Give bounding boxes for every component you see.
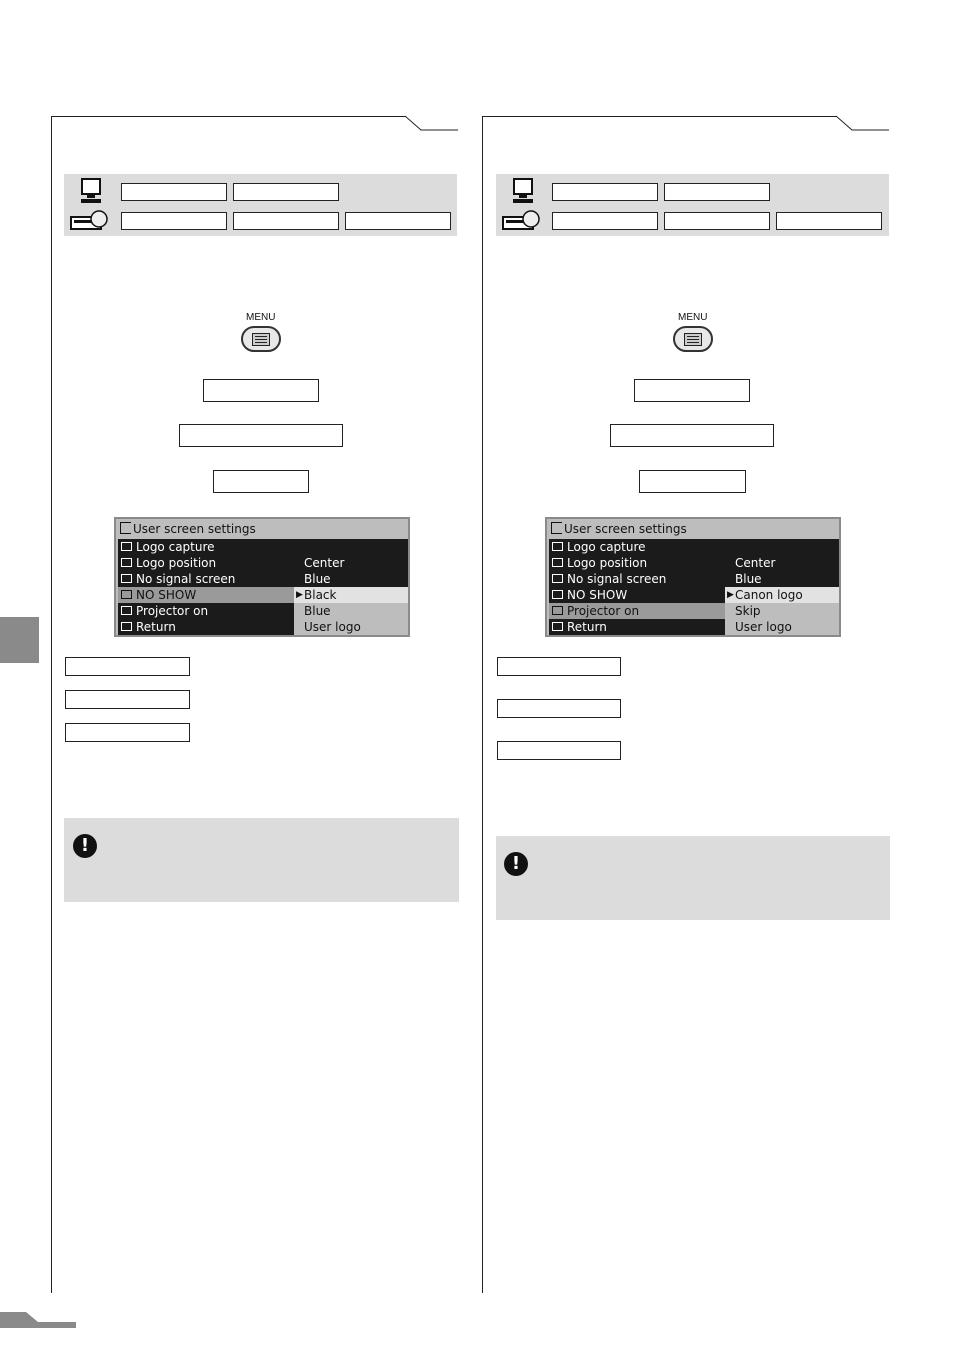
video-input-box-1 bbox=[552, 212, 658, 230]
right-option-box-2 bbox=[497, 699, 621, 718]
computer-monitor-icon bbox=[78, 178, 104, 204]
osd-row bbox=[549, 539, 839, 555]
no-signal-icon bbox=[121, 574, 132, 583]
osd-row bbox=[118, 539, 408, 555]
left-step-box-1 bbox=[203, 379, 319, 402]
right-source-panel bbox=[496, 174, 889, 236]
right-header-notch bbox=[836, 115, 890, 132]
right-step-box-3 bbox=[639, 470, 746, 493]
left-option-box-3 bbox=[65, 723, 190, 742]
settings-icon bbox=[551, 522, 562, 534]
settings-icon bbox=[120, 522, 131, 534]
no-signal-icon bbox=[552, 574, 563, 583]
osd-row-label: Return bbox=[549, 619, 725, 635]
osd-row-value: Center bbox=[725, 555, 839, 571]
left-step-box-2 bbox=[179, 424, 343, 447]
menu-button-label: MENU bbox=[246, 312, 276, 323]
osd-row-value: User logo bbox=[294, 619, 408, 635]
left-column-rule bbox=[51, 116, 52, 1293]
left-caution-panel bbox=[64, 818, 459, 902]
video-input-box-2 bbox=[233, 212, 339, 230]
right-step-box-2 bbox=[610, 424, 774, 447]
osd-row-label: Logo capture bbox=[549, 539, 839, 555]
return-icon bbox=[552, 622, 563, 631]
menu-button-icon bbox=[673, 326, 713, 352]
left-header-rule bbox=[51, 116, 406, 117]
right-caution-panel bbox=[496, 836, 890, 920]
video-input-box-1 bbox=[121, 212, 227, 230]
page-number-tab bbox=[0, 1308, 76, 1328]
logo-capture-icon bbox=[552, 542, 563, 551]
left-source-panel bbox=[64, 174, 457, 236]
osd-row-value: Blue bbox=[294, 571, 408, 587]
logo-position-icon bbox=[121, 558, 132, 567]
osd-row-value: Skip bbox=[725, 603, 839, 619]
osd-row-value: ▶ Black bbox=[294, 587, 408, 603]
osd-row-label: NO SHOW bbox=[549, 587, 725, 603]
osd-row-label: Return bbox=[118, 619, 294, 635]
no-show-icon bbox=[552, 590, 563, 599]
osd-row-label: Logo capture bbox=[118, 539, 408, 555]
no-show-icon bbox=[121, 590, 132, 599]
computer-input-box-1 bbox=[552, 183, 658, 201]
left-option-box-2 bbox=[65, 690, 190, 709]
right-option-box-1 bbox=[497, 657, 621, 676]
osd-title: User screen settings bbox=[551, 521, 687, 537]
video-input-box-2 bbox=[664, 212, 770, 230]
video-player-icon bbox=[502, 208, 542, 232]
video-input-box-3 bbox=[776, 212, 882, 230]
return-icon bbox=[121, 622, 132, 631]
osd-row-label: Logo position bbox=[549, 555, 725, 571]
right-osd-menu bbox=[545, 517, 841, 637]
computer-input-box-2 bbox=[664, 183, 770, 201]
left-header-notch bbox=[405, 115, 459, 132]
osd-row-label: NO SHOW bbox=[118, 587, 294, 603]
caution-icon: ! bbox=[73, 834, 97, 858]
caret-right-icon: ▶ bbox=[727, 590, 734, 600]
osd-row-value: User logo bbox=[725, 619, 839, 635]
osd-title: User screen settings bbox=[120, 521, 256, 537]
right-option-box-3 bbox=[497, 741, 621, 760]
projector-on-icon bbox=[552, 606, 563, 615]
logo-position-icon bbox=[552, 558, 563, 567]
osd-row-value: ▶ Canon logo bbox=[725, 587, 839, 603]
osd-row-value: Blue bbox=[725, 571, 839, 587]
logo-capture-icon bbox=[121, 542, 132, 551]
right-header-rule bbox=[482, 116, 837, 117]
computer-input-box-2 bbox=[233, 183, 339, 201]
chapter-tab bbox=[0, 617, 39, 663]
computer-monitor-icon bbox=[510, 178, 536, 204]
osd-row-label: No signal screen bbox=[549, 571, 725, 587]
projector-on-icon bbox=[121, 606, 132, 615]
video-player-icon bbox=[70, 208, 110, 232]
right-step-box-1 bbox=[634, 379, 750, 402]
menu-button-label: MENU bbox=[678, 312, 708, 323]
video-input-box-3 bbox=[345, 212, 451, 230]
left-option-box-1 bbox=[65, 657, 190, 676]
osd-row-label: Projector on bbox=[118, 603, 294, 619]
osd-row-label: Logo position bbox=[118, 555, 294, 571]
list-icon bbox=[252, 333, 270, 346]
caret-right-icon: ▶ bbox=[296, 590, 303, 600]
left-step-box-3 bbox=[213, 470, 309, 493]
left-osd-menu bbox=[114, 517, 410, 637]
caution-icon: ! bbox=[504, 852, 528, 876]
osd-row-value: Blue bbox=[294, 603, 408, 619]
right-column-rule bbox=[482, 116, 483, 1293]
list-icon bbox=[684, 333, 702, 346]
osd-row-value: Center bbox=[294, 555, 408, 571]
osd-row-label: Projector on bbox=[549, 603, 725, 619]
computer-input-box-1 bbox=[121, 183, 227, 201]
osd-row-label: No signal screen bbox=[118, 571, 294, 587]
menu-button-icon bbox=[241, 326, 281, 352]
